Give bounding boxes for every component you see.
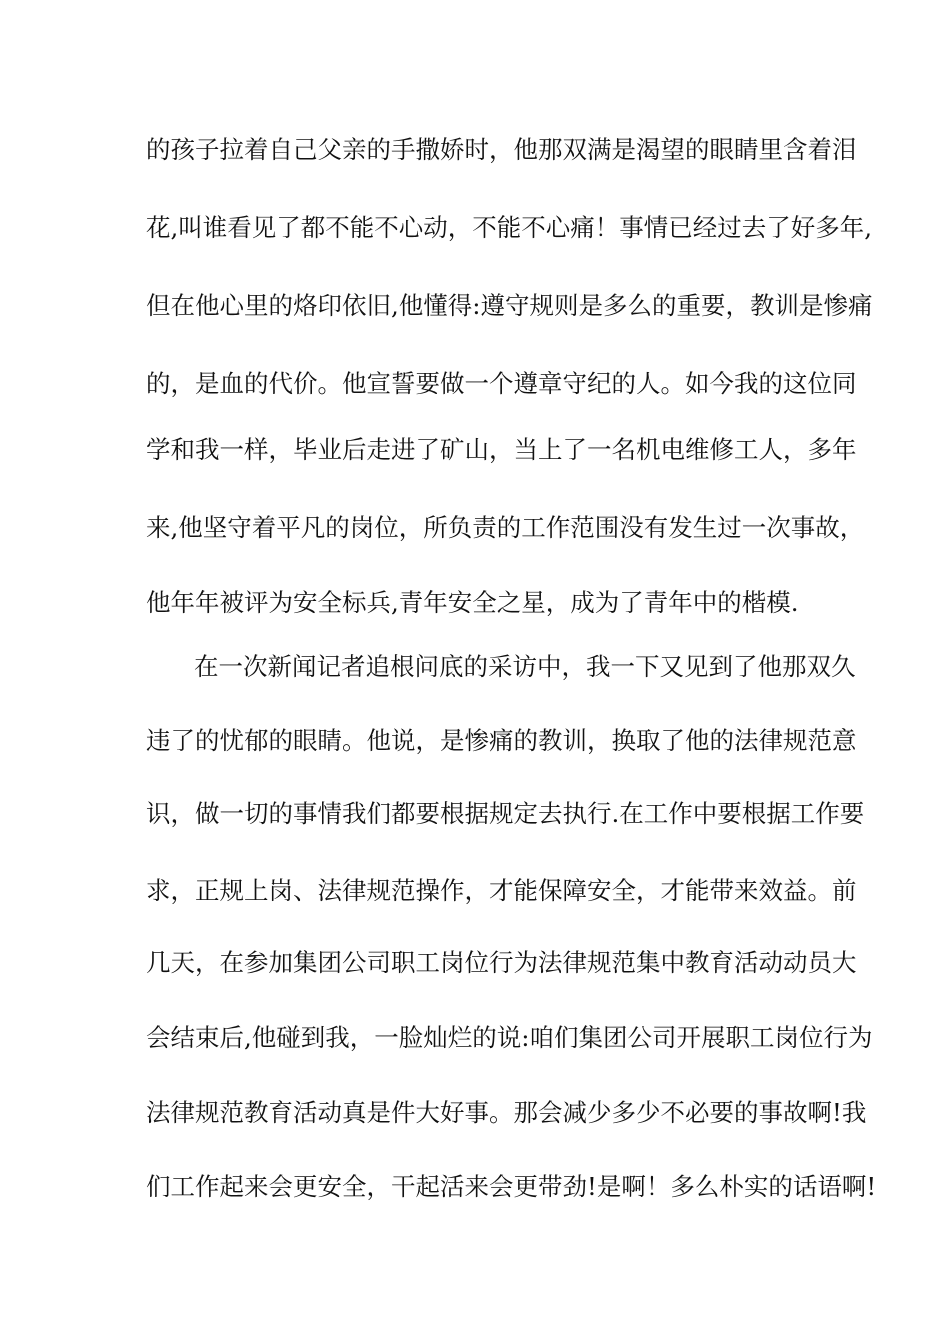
text-line: 的孩子拉着自己父亲的手撒娇时，他那双满是渴望的眼睛里含着泪 [146,135,857,164]
text-line: 会结束后,他碰到我，一脸灿烂的说:咱们集团公司开展职工岗位行为 [146,1023,873,1052]
paragraph-first-line: 在一次新闻记者追根问底的采访中，我一下又见到了他那双久 [194,652,856,681]
text-line: 几天，在参加集团公司职工岗位行为法律规范集中教育活动动员大 [146,948,857,977]
text-line: 违了的忧郁的眼睛。他说，是惨痛的教训，换取了他的法律规范意 [146,726,857,755]
text-line: 识，做一切的事情我们都要根据规定去执行.在工作中要根据工作要 [146,799,865,828]
text-line: 但在他心里的烙印依旧,他懂得:遵守规则是多么的重要，教训是惨痛 [146,291,873,320]
text-line: 来,他坚守着平凡的岗位，所负责的工作范围没有发生过一次事故， [146,513,865,542]
text-line: 花,叫谁看见了都不能不心动，不能不心痛！事情已经过去了好多年, [146,213,873,242]
text-line: 法律规范教育活动真是件大好事。那会减少多少不必要的事故啊!我 [146,1098,867,1127]
text-line: 们工作起来会更安全，干起活来会更带劲!是啊！多么朴实的话语啊! [146,1172,877,1201]
text-line: 的，是血的代价。他宣誓要做一个遵章守纪的人。如今我的这位同 [146,369,857,398]
text-line: 求，正规上岗、法律规范操作，才能保障安全，才能带来效益。前 [146,876,857,905]
text-line: 他年年被评为安全标兵,青年安全之星，成为了青年中的楷模. [146,588,799,617]
text-line: 学和我一样，毕业后走进了矿山，当上了一名机电维修工人，多年 [146,435,857,464]
